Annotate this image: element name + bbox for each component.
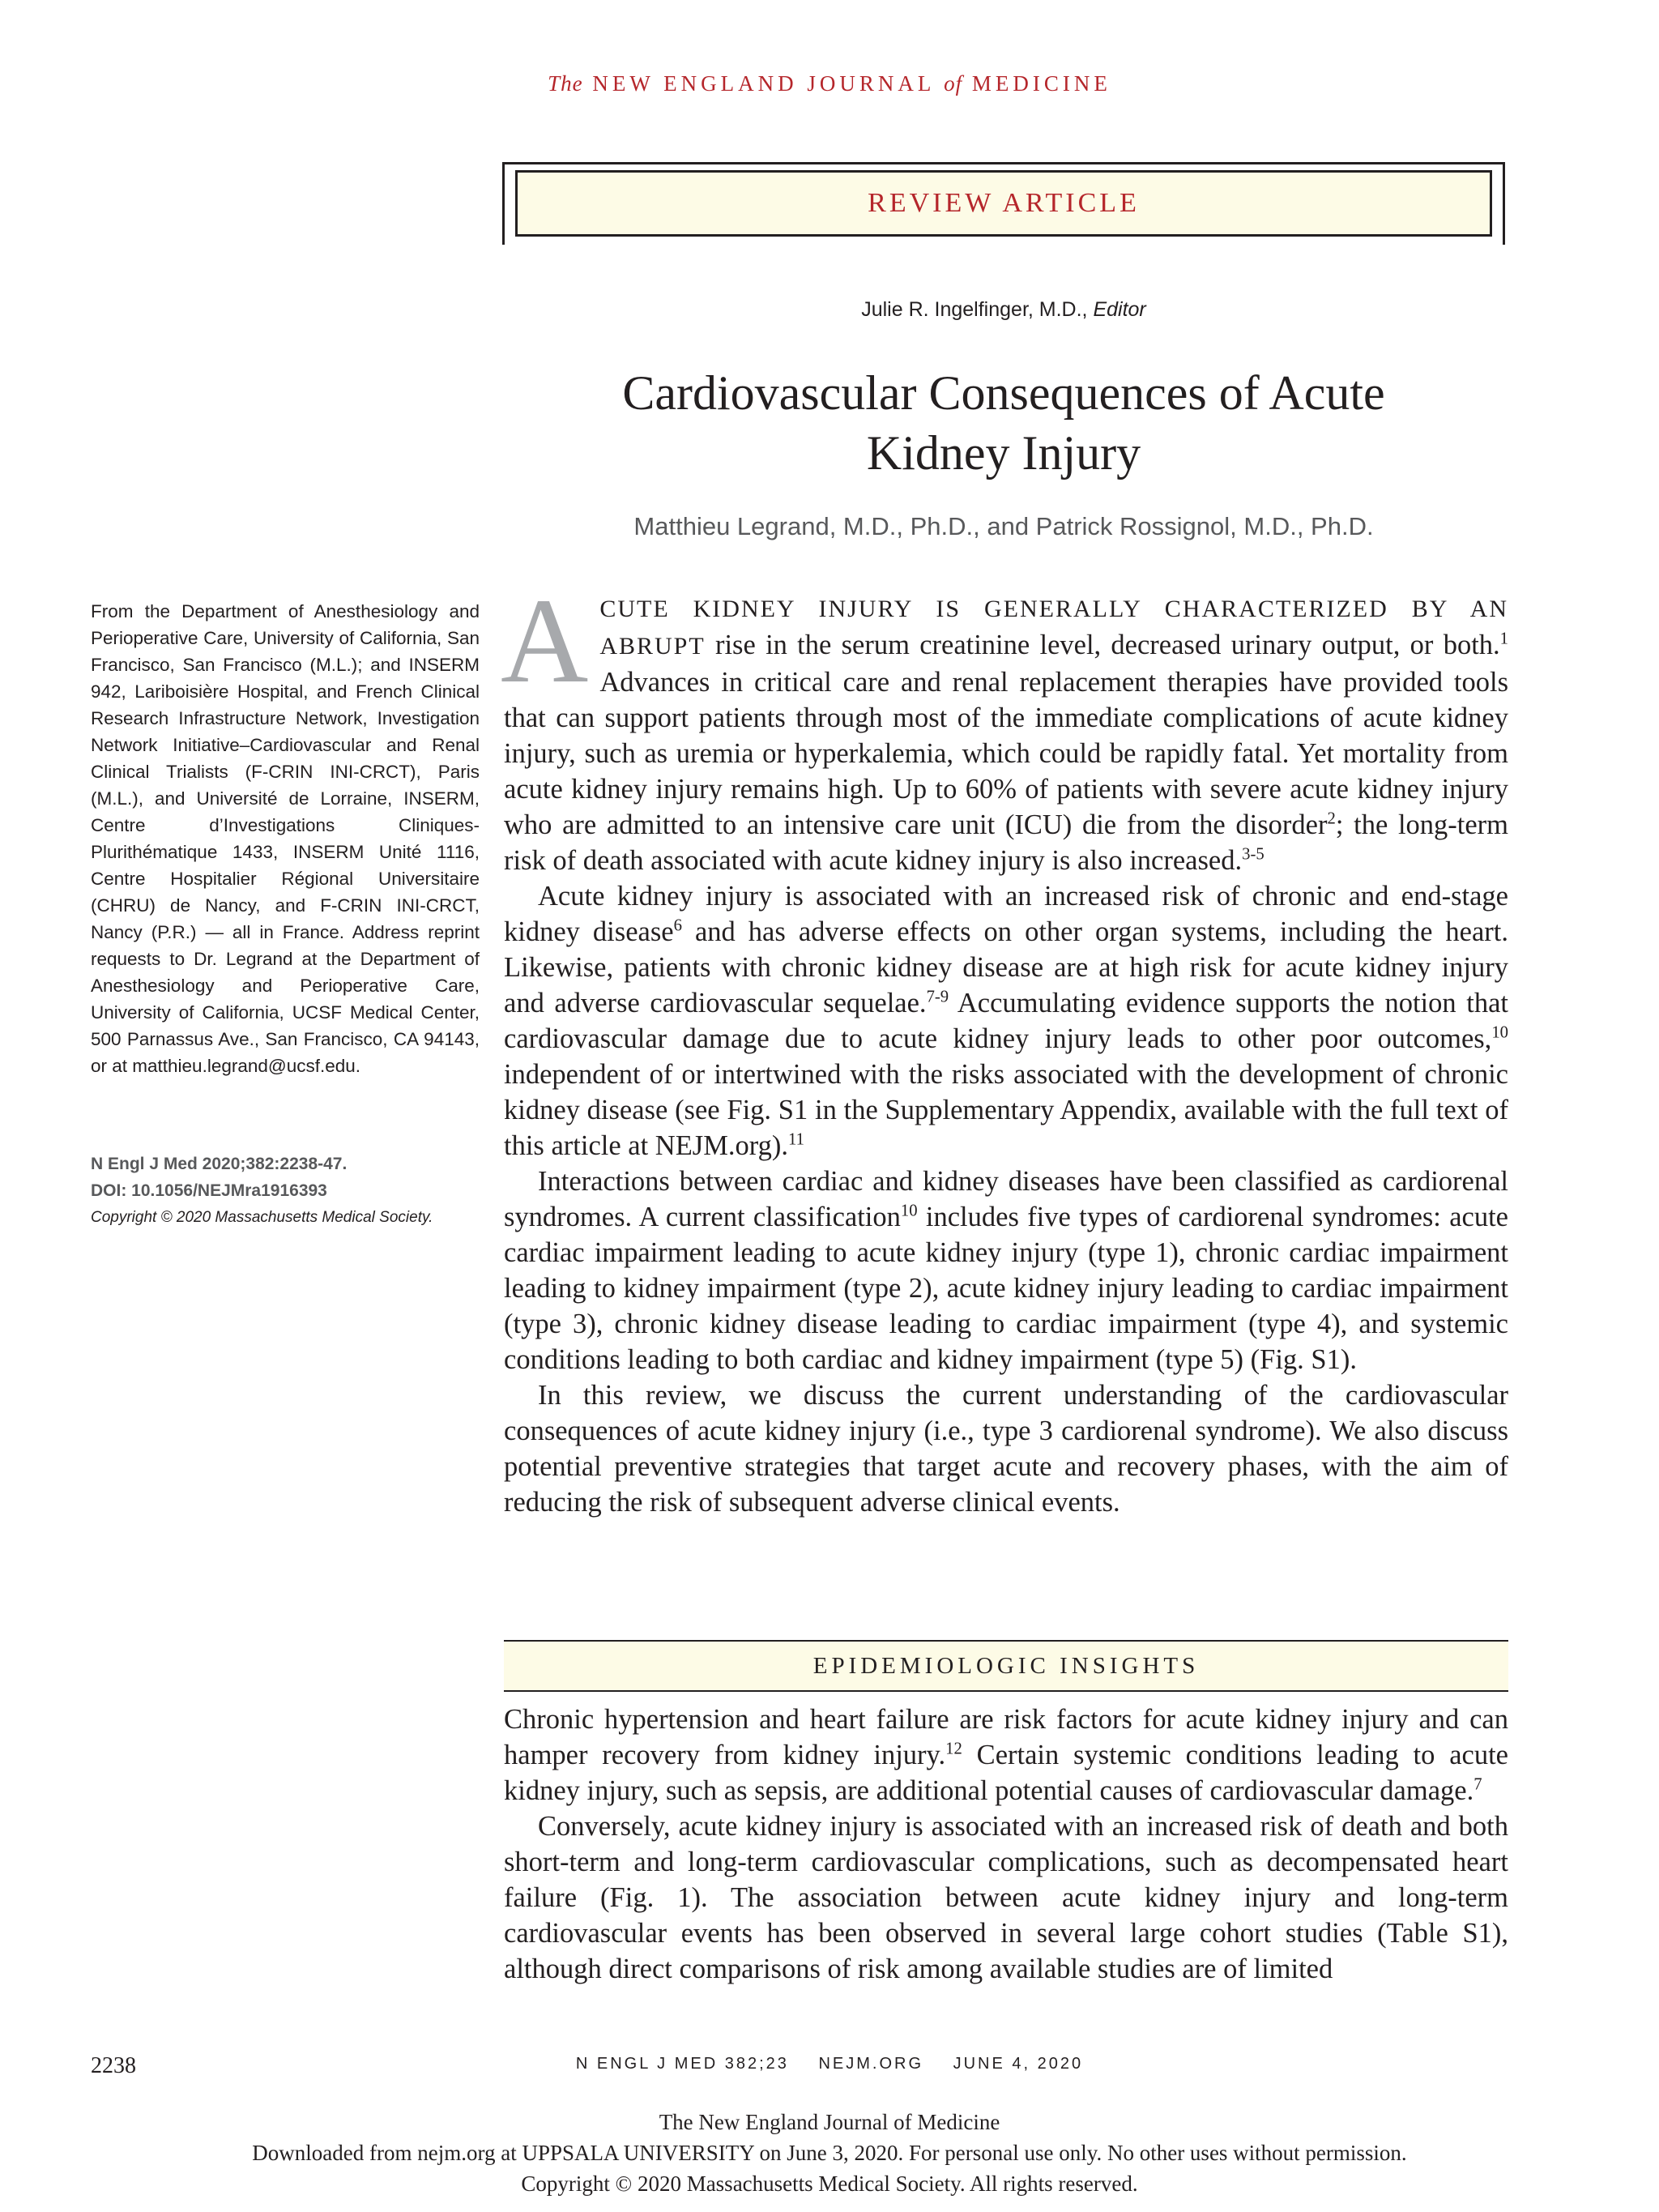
copyright-note: Copyright © 2020 Massachusetts Medical Society. bbox=[91, 1209, 433, 1226]
lead-in-caps: CUTE KIDNEY INJURY IS GENERALLY CHARACTERIZED BY AN ABRUPT bbox=[599, 596, 1508, 660]
ref-10[interactable]: 10 bbox=[1491, 1023, 1508, 1042]
journal-of: of bbox=[944, 71, 963, 96]
editor-role: Editor bbox=[1093, 298, 1146, 321]
drop-cap: A bbox=[501, 574, 589, 708]
ref-10b[interactable]: 10 bbox=[900, 1202, 918, 1220]
download-line-1: The New England Journal of Medicine bbox=[659, 2110, 1000, 2134]
page-number: 2238 bbox=[91, 2053, 136, 2078]
download-notice bbox=[0, 2107, 1659, 2199]
intro-paragraph-4: In this review, we discuss the current understanding of the cardiovascular consequences of acute kidney injury (i.e., type 3 cardiorenal syndrome). We also discuss potential preventive strategies that target acute and recovery phases, with the aim of reducing the risk of subsequent adverse clinical events. bbox=[504, 1380, 1508, 1518]
article-title bbox=[502, 363, 1505, 483]
journal-the: The bbox=[548, 71, 583, 96]
affiliations-text: From the Department of Anesthesiology and Perioperative Care, University of California, San Francisco, San Francisco (M.L.); and INSERM 942, Lariboisière Hospital, and French Clinical Research Infrastructure Network, Investigation Network Initiative–Cardiovascular and Renal Clinical Trialists (F-CRIN INI-CRCT), Paris (M.L.), and Université de Lorraine, INSERM, Centre d’Investigations Cliniques-Plurithématique 1433, INSERM Unité 1116, Centre Hospitalier Régional Universitaire (CHRU) de Nancy, and F-CRIN INI-CRCT, Nancy (P.R.) — all in France. Address reprint requests to Dr. Legrand at the Department of Anesthesiology and Perioperative Care, University of California, UCSF Medical Center, 500 Parnassus Ave., San Francisco, CA 94143, or at matthieu.legrand@ucsf.edu. bbox=[91, 601, 480, 1076]
intro-body bbox=[501, 574, 1509, 1520]
download-line-3: Copyright © 2020 Massachusetts Medical Society. All rights reserved. bbox=[521, 2171, 1138, 2196]
ref-2[interactable]: 2 bbox=[1327, 809, 1336, 828]
section-body bbox=[504, 1702, 1508, 1987]
journal-name-part1: NEW ENGLAND JOURNAL bbox=[592, 71, 935, 96]
footer-date: JUNE 4, 2020 bbox=[953, 2055, 1084, 2073]
article-type-banner: REVIEW ARTICLE bbox=[515, 170, 1492, 237]
journal-name-part2: MEDICINE bbox=[971, 71, 1111, 96]
section-heading: EPIDEMIOLOGIC INSIGHTS bbox=[504, 1640, 1508, 1692]
ref-1[interactable]: 1 bbox=[1499, 630, 1508, 648]
editor-name: Julie R. Ingelfinger, M.D., bbox=[861, 298, 1094, 321]
editor-line bbox=[502, 298, 1505, 322]
title-line-1: Cardiovascular Consequences of Acute bbox=[622, 366, 1385, 420]
citation-block bbox=[91, 1151, 496, 1231]
intro-paragraph-1: ACUTE KIDNEY INJURY IS GENERALLY CHARACTERIZED BY AN ABRUPT rise in the serum creatinine level, decreased urinary output, or both.$^1$ Advances in critical care and renal replacement therapies have provided tools that can support patients through most of the immediate complications of acute kidney injury, such as uremia or hyperkalemia, which could be rapidly fatal. Yet mortality from acute kidney injury remains high. Up to 60% of patients with severe acute kidney injury who are admitted to an intensive care unit (ICU) die from the disorder$^2$; the long-term risk of death associated with acute kidney injury is also increased.$^{3-5}$ bbox=[501, 574, 1509, 876]
doi[interactable]: DOI: 10.1056/NEJMra1916393 bbox=[91, 1181, 327, 1200]
ref-11[interactable]: 11 bbox=[788, 1130, 804, 1149]
intro-paragraph-2: Acute kidney injury is associated with an increased risk of chronic and end-stage kidney disease$^6$ and has adverse effects on other organ systems, including the heart. Likewise, patients with chronic kidney disease are at high risk for acute kidney injury and adverse cardiovascular sequelae.$^{7-9}$ Accumulating evidence supports the notion that cardiovascular damage due to acute kidney injury leads to other poor outcomes,$^{10}$ independent of or intertwined with the risks associated with the development of chronic kidney disease (see Fig. S1 in the Supplementary Appendix, available with the full text of this article at NEJM.org).$^{11}$ bbox=[504, 881, 1508, 1161]
affiliations-sidebar bbox=[91, 598, 480, 1079]
ref-12[interactable]: 12 bbox=[945, 1740, 962, 1758]
ref-7-9[interactable]: 7-9 bbox=[926, 988, 949, 1006]
download-line-2: Downloaded from nejm.org at UPPSALA UNIVERSITY on June 3, 2020. For personal use only. No other uses without permission. bbox=[252, 2141, 1407, 2165]
section-paragraph-1: Chronic hypertension and heart failure are risk factors for acute kidney injury and can hamper recovery from kidney injury.$^{12}$ Certain systemic conditions leading to acute kidney injury, such as sepsis, are additional potential causes of cardiovascular damage.$^7$ bbox=[504, 1704, 1508, 1806]
authors: Matthieu Legrand, M.D., Ph.D., and Patrick Rossignol, M.D., Ph.D. bbox=[633, 512, 1374, 540]
footer-website[interactable]: NEJM.ORG bbox=[818, 2055, 924, 2073]
intro-paragraph-3: Interactions between cardiac and kidney diseases have been classified as cardiorenal syndromes. A current classification$^{10}$ includes five types of cardiorenal syndromes: acute cardiac impairment leading to acute kidney injury (type 1), chronic cardiac impairment leading to kidney impairment (type 2), acute kidney injury leading to cardiac impairment (type 3), chronic kidney disease leading to cardiac impairment (type 4), and systemic conditions leading to both cardiac and kidney impairment (type 5) (Fig. S1). bbox=[504, 1166, 1508, 1375]
section-paragraph-2: Conversely, acute kidney injury is associated with an increased risk of death and both short-term and long-term cardiovascular complications, such as decompensated heart failure (Fig. 1). The association between acute kidney injury and long-term cardiovascular events has been observed in several large cohort studies (Table S1), although direct comparisons of risk among available studies are of limited bbox=[504, 1811, 1508, 1984]
footer-journal-issue: N ENGL J MED 382;23 bbox=[575, 2055, 789, 2073]
ref-3-5[interactable]: 3-5 bbox=[1242, 845, 1265, 864]
citation: N Engl J Med 2020;382:2238-47. bbox=[91, 1155, 348, 1173]
ref-6[interactable]: 6 bbox=[673, 916, 682, 935]
title-line-2: Kidney Injury bbox=[866, 426, 1141, 480]
journal-header bbox=[0, 71, 1659, 96]
ref-7b[interactable]: 7 bbox=[1473, 1775, 1482, 1794]
footer-citation bbox=[0, 2055, 1659, 2073]
